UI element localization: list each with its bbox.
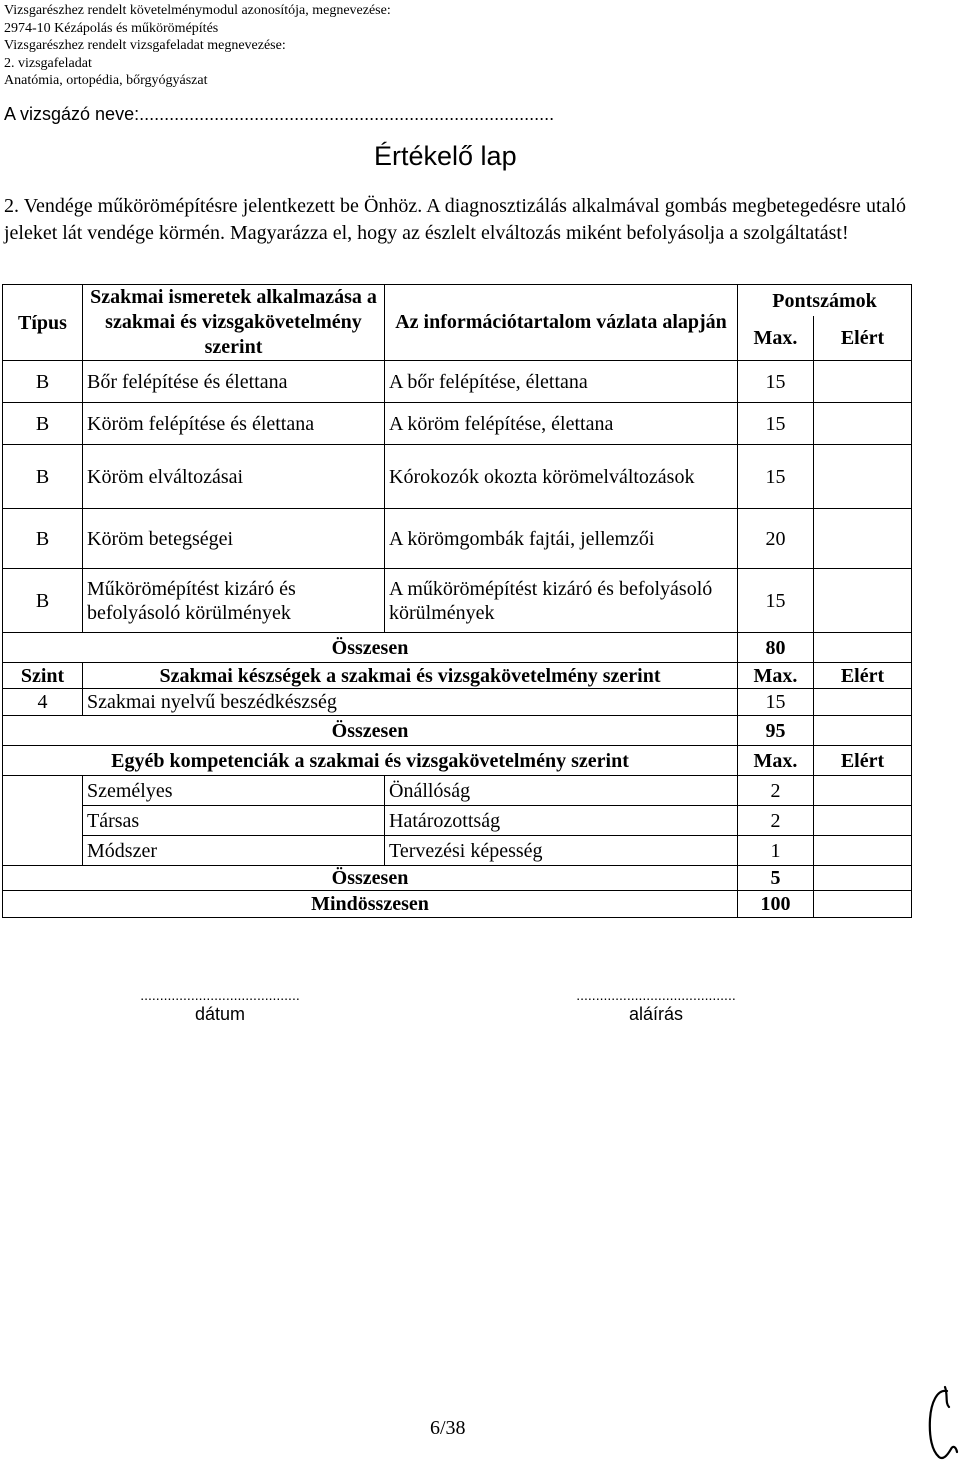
header-type: Típus — [3, 285, 83, 361]
header-achieved: Elért — [814, 663, 912, 689]
row-max: 20 — [738, 509, 814, 569]
subtotal-row — [3, 633, 912, 663]
subtotal-achieved[interactable] — [814, 716, 912, 746]
module-name: 2974-10 Kézápolás és műkörömépítés — [4, 20, 219, 36]
row-competency: Tervezési képesség — [385, 836, 738, 866]
subtotal-value: 95 — [738, 716, 814, 746]
row-achieved[interactable] — [814, 806, 912, 836]
handwritten-initial-icon — [925, 1385, 959, 1461]
row-achieved[interactable] — [814, 403, 912, 445]
row-max: 2 — [738, 776, 814, 806]
row-achieved[interactable] — [814, 776, 912, 806]
page-number: 6/38 — [430, 1417, 466, 1439]
row-type: B — [3, 509, 83, 569]
header-skills: Szakmai készségek a szakmai és vizsgakövetelmény szerint — [83, 663, 738, 689]
row-type: B — [3, 445, 83, 509]
row-achieved[interactable] — [814, 689, 912, 716]
document-header — [4, 2, 391, 90]
table-row — [3, 806, 912, 836]
row-info: A köröm felépítése, élettana — [385, 403, 738, 445]
date-label: dátum — [194, 1004, 246, 1024]
grand-total-label: Mindösszesen — [3, 891, 738, 918]
table-row — [3, 569, 912, 633]
date-block — [88, 986, 352, 1025]
header-max: Max. — [738, 746, 814, 776]
header-achieved: Elért — [814, 316, 912, 360]
grand-total-value: 100 — [738, 891, 814, 918]
row-category: Személyes — [83, 776, 385, 806]
row-max: 15 — [738, 445, 814, 509]
grand-total-row — [3, 891, 912, 918]
subtotal-row — [3, 716, 912, 746]
row-max: 15 — [738, 569, 814, 633]
row-category: Társas — [83, 806, 385, 836]
subtotal-achieved[interactable] — [814, 866, 912, 891]
row-knowledge: Köröm betegségei — [83, 509, 385, 569]
subtotal-achieved[interactable] — [814, 633, 912, 663]
table-row — [3, 509, 912, 569]
row-info: Kórokozók okozta körömelváltozások — [385, 445, 738, 509]
row-type: B — [3, 361, 83, 403]
other-header-row — [3, 746, 912, 776]
header-level: Szint — [3, 663, 83, 689]
header-max: Max. — [738, 663, 814, 689]
table-row — [3, 776, 912, 806]
row-info: A körömgombák fajtái, jellemzői — [385, 509, 738, 569]
row-knowledge: Köröm elváltozásai — [83, 445, 385, 509]
row-max: 15 — [738, 689, 814, 716]
row-knowledge: Bőr felépítése és élettana — [83, 361, 385, 403]
header-achieved: Elért — [814, 746, 912, 776]
date-line[interactable]: ......................................... — [140, 987, 300, 1003]
candidate-name-field: A vizsgázó neve:................................................................................... — [4, 104, 555, 124]
task-subject: Anatómia, ortopédia, bőrgyógyászat — [4, 73, 208, 88]
row-competency: Önállóság — [385, 776, 738, 806]
table-row — [3, 836, 912, 866]
subtotal-row — [3, 866, 912, 891]
row-knowledge: Műkörömépítést kizáró és befolyásoló körülmények — [83, 569, 385, 633]
signature-line[interactable]: ......................................... — [576, 987, 736, 1003]
row-max: 15 — [738, 403, 814, 445]
header-points: Pontszámok — [738, 285, 912, 317]
row-type: B — [3, 569, 83, 633]
page-title: Értékelő lap — [374, 141, 517, 171]
row-level: 4 — [3, 689, 83, 716]
row-type: B — [3, 403, 83, 445]
subtotal-label: Összesen — [3, 716, 738, 746]
row-achieved[interactable] — [814, 836, 912, 866]
row-category: Módszer — [83, 836, 385, 866]
header-max: Max. — [738, 316, 814, 360]
task-label: Vizsgarészhez rendelt vizsgafeladat megnevezése: — [4, 38, 286, 53]
header-other-competencies: Egyéb kompetenciák a szakmai és vizsgakövetelmény szerint — [3, 746, 738, 776]
row-max: 15 — [738, 361, 814, 403]
row-achieved[interactable] — [814, 509, 912, 569]
row-skill-name: Szakmai nyelvű beszédkészség — [83, 689, 738, 716]
row-info: A bőr felépítése, élettana — [385, 361, 738, 403]
table-row — [3, 689, 912, 716]
subtotal-value: 80 — [738, 633, 814, 663]
module-label: Vizsgarészhez rendelt követelménymodul azonosítója, megnevezése: — [4, 3, 391, 18]
subtotal-value: 5 — [738, 866, 814, 891]
row-knowledge: Köröm felépítése és élettana — [83, 403, 385, 445]
row-achieved[interactable] — [814, 445, 912, 509]
task-description: 2. Vendége műkörömépítésre jelentkezett be Önhöz. A diagnosztizálás alkalmával gombás megbetegedésre utaló jeleket lát vendége körmén. Magyarázza el, hogy az észlelt elváltozás miként befolyásolja a szolgáltatást! — [4, 195, 906, 244]
table-row — [3, 403, 912, 445]
subtotal-label: Összesen — [3, 633, 738, 663]
table-row — [3, 361, 912, 403]
header-info: Az információtartalom vázlata alapján — [385, 285, 738, 361]
row-max: 2 — [738, 806, 814, 836]
skills-header-row — [3, 663, 912, 689]
row-max: 1 — [738, 836, 814, 866]
signature-label: aláírás — [628, 1004, 684, 1024]
evaluation-table — [2, 284, 912, 918]
table-row — [3, 445, 912, 509]
row-competency: Határozottság — [385, 806, 738, 836]
row-achieved[interactable] — [814, 569, 912, 633]
subtotal-label: Összesen — [3, 866, 738, 891]
grand-total-achieved[interactable] — [814, 891, 912, 918]
row-info: A műkörömépítést kizáró és befolyásoló körülmények — [385, 569, 738, 633]
row-achieved[interactable] — [814, 361, 912, 403]
task-number: 2. vizsgafeladat — [4, 55, 92, 71]
header-knowledge: Szakmai ismeretek alkalmazása a szakmai és vizsgakövetelmény szerint — [83, 285, 385, 361]
signature-block — [524, 986, 788, 1025]
